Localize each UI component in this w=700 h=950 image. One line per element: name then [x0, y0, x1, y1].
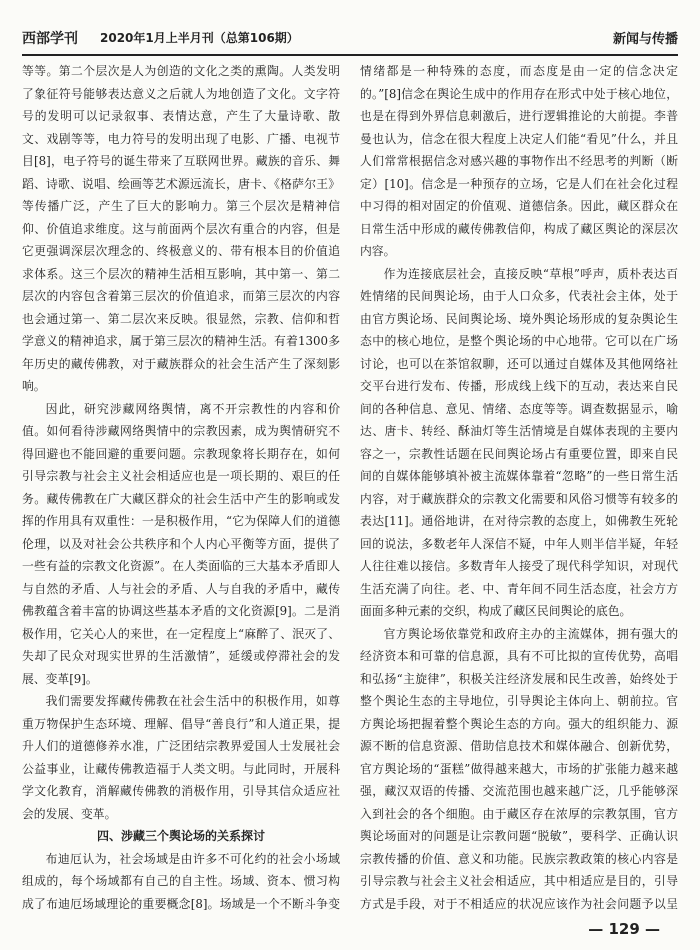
- paragraph: 等等。第二个层次是人为创造的文化之类的熏陶。人类发明了象征符号能够表达意义之后就人为地创造了文化。文字符号的发明可以记录叙事、表情达意，产生了大量诗歌、散文、戏剧等等，电力符号的发明出现了电影、广播、电视节目[8]，电子符号的诞生带来了互联网世界。藏族的音乐、舞蹈、诗歌、说唱、绘画等艺术源远流长，唐卡、《格萨尔王》等传播广泛，产生了巨大的影响力。第三个层次是精神信仰、价值追求维度。这与前面两个层次有重合的内容，但是它更强调深层次理念的、终极意义的、带有根本目的价值追求体系。这三个层次的精神生活相互影响，其中第一、第二层次的内容包含着第三层次的价值追求，而第三层次的内容也会通过第一、第二层次来反映。很显然，宗教、信仰和哲学意义的精神追求，属于第三层次的精神生活。有着1300多年历史的藏传佛教，对于藏族群众的社会生活产生了深刻影响。: [22, 64, 340, 393]
- issue-info: 2020年1月上半月刊（总第106期）: [100, 31, 299, 45]
- page-header: [22, 22, 678, 56]
- paragraph: 布迪厄认为，社会场域是由许多不可化约的社会小场域组成的，每个场域都有自己的自主性。场域、资本、惯习构成了布迪厄场域理论的重要概念[8]。场域是一个不断斗争变: [22, 851, 340, 910]
- paragraph: 官方舆论场依靠党和政府主办的主流媒体，拥有强大的经济资本和可靠的信息源，具有不可比拟的宣传优势，高唱和弘扬“主旋律”，积极关注经济发展和民生改善，始终处于整个舆论生态的主导地位，引导舆论主体向上、朝前拉。官方舆论场把握着整个舆论生态的方向。强大的组织能力、源源不断的信息资源、借助信息技术和媒体融合、创新优势，官方舆论场的“蛋糕”做得越来越大，市场的扩张能力越来越强，藏汉双语的传播、交流范围也越来越广泛，几乎能够深入到社会的各个细胞。由于藏区存在浓厚的宗教氛围，官方舆论场面对的问题是让宗教问题“脱敏”，要科学、正确认识宗教传播的价值、意义和功能。民族宗教政策的核心内容是引导宗教与社会主义社会相适应，其中相适应是目的，引导方式是手段，对于不相适应的状况应该作为社会问题予以呈: [360, 626, 678, 910]
- journal-logo: 西部学刊: [22, 31, 78, 47]
- page-number: — 129 —: [588, 920, 660, 938]
- paragraph: 情绪都是一种特殊的态度，而态度是由一定的信念决定的。”[8]信念在舆论生成中的作用存在形式中处于核心地位，也是在得到外界信息刺激后，进行逻辑推论的大前提。李普曼也认为，信念在很大程度上决定人们能“看见”什么，并且人们常常根据信念对感兴趣的事物作出不经思考的判断（断定）[10]。信念是一种预存的立场，它是人们在社会化过程中习得的相对固定的价值观、道德信条。因此，藏区群众在日常生活中形成的藏传佛教信仰，构成了藏区舆论的深层次内容。: [360, 64, 678, 258]
- paragraph: 作为连接底层社会，直接反映“草根”呼声，质朴表达百姓情绪的民间舆论场，由于人口众多，代表社会主体，处于由官方舆论场、民间舆论场、境外舆论场形成的复杂舆论生态中的核心地位，是整个舆论场的中心地带。它可以在广场讨论，也可以在茶馆叙聊，还可以通过自媒体及其他网络社交平台进行发布、传播，形成线上线下的互动，表达来自民间的各种信息、意见、情绪、态度等等。调查数据显示，喻达、唐卡、转经、酥油灯等生活情境是自媒体表现的主要内容之一，宗教性话题在民间舆论场占有重要位置，即来自民间的自媒体能够填补被主流媒体靠着“忽略”的一些日常生活内容，对于藏族群众的宗教文化需要和风俗习惯等有较多的表达[11]。通俗地讲，在对待宗教的态度上，如佛教生死轮回的说法，多数老年人深信不疑，中年人则半信半疑，年轻人往往难以接信。多数青年人接受了现代科学知识，对现代生活充满了向往。老、中、青年间不同生活态度，社会方方面面多种元素的交织，构成了藏区民间舆论的底色。: [360, 266, 678, 618]
- section-title: 新闻与传播: [612, 32, 678, 47]
- paragraph: 因此，研究涉藏网络舆情，离不开宗教性的内容和价值。如何看待涉藏网络舆情中的宗教因素，成为舆情研究不得回避也不能回避的重要问题。宗教现象将长期存在，如何引导宗教与社会主义社会相适应也是一项长期的、艰巨的任务。藏传佛教在广大藏区群众的社会生活中产生的影响或发挥的作用具有双重性：一是积极作用，“它为保障人们的道德伦理，以及对社会公共秩序和个人内心平衡等方面，提供了一些有益的宗教文化资源”。在人类面临的三大基本矛盾即人与自然的矛盾、人与社会的矛盾、人与自我的矛盾中，藏传佛教蕴含着丰富的协调这些基本矛盾的文化资源[9]。二是消极作用，它关心人的来世，在一定程度上“麻醉了、泯灭了、失却了民众对现实世界的生活激情”，延缓或停滞社会的发展、变革[9]。: [22, 401, 340, 686]
- section-heading: 四、涉藏三个舆论场的关系探讨: [96, 829, 265, 843]
- paragraph: 我们需要发挥藏传佛教在社会生活中的积极作用，如尊重万物保护生态环境、理解、倡导“善良行”和人道正果，提升人们的道德修养水准，广泛团结宗教界爱国人士发展社会公益事业，让藏传佛教造福于人类文明。与此同时，开展科学文化教育，消解藏传佛教的消极作用，引导其信众适应社会的发展、变革。: [22, 694, 340, 821]
- left-column: [22, 60, 340, 910]
- right-column: [360, 60, 678, 910]
